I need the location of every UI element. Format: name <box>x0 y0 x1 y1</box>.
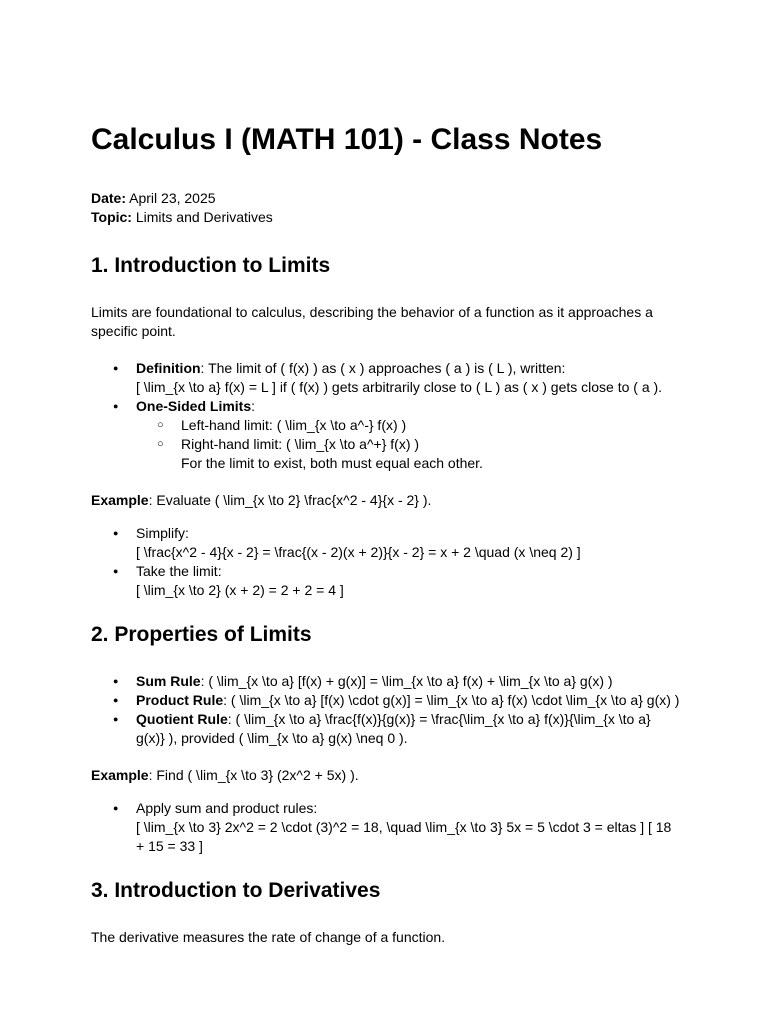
list-item-apply-rules <box>91 799 681 856</box>
quotient-rule-label: Quotient Rule <box>136 711 228 727</box>
list-item-left-limit: ○ Left-hand limit: ( \lim_{x \to a^-} f(x) ) <box>136 416 681 435</box>
date-line <box>91 189 681 208</box>
properties-example-steps <box>91 799 681 856</box>
list-item-product-rule <box>91 691 681 710</box>
sum-rule-label: Sum Rule <box>136 673 201 689</box>
list-item-sum-rule <box>91 672 681 691</box>
definition-label: Definition <box>136 360 201 376</box>
list-item-simplify <box>91 524 681 562</box>
topic-line <box>91 208 681 227</box>
topic-label: Topic: <box>91 209 132 225</box>
section-heading-derivatives: 3. Introduction to Derivatives <box>91 879 381 902</box>
section-intro-limits: Limits are foundational to calculus, describing the behavior of a function as it approaches a specific point. <box>91 304 653 339</box>
document-content <box>91 121 681 947</box>
list-item-one-sided <box>91 397 681 473</box>
example-text: : Evaluate ( \lim_{x \to 2} \frac{x^2 - 4}{x - 2} ). <box>148 492 432 508</box>
example-label: Example <box>91 492 149 508</box>
example-text: : Find ( \lim_{x \to 3} (2x^2 + 5x) ). <box>148 767 359 783</box>
section-heading-limits: 1. Introduction to Limits <box>91 254 331 277</box>
definition-formula: [ \lim_{x \to a} f(x) = L ] if ( f(x) ) gets arbitrarily close to ( L ) as ( x ) gets close to ( a ). <box>136 379 663 395</box>
list-item-definition <box>91 359 681 397</box>
one-sided-colon: : <box>251 398 256 414</box>
definition-text: : The limit of ( f(x) ) as ( x ) approaches ( a ) is ( L ), written: <box>200 360 566 376</box>
apply-rules-formula: [ \lim_{x \to 3} 2x^2 = 2 \cdot (3)^2 = 18, \quad \lim_{x \to 3} 5x = 5 \cdot 3 = eltas ] [ 18 + 15 = 33 ] <box>136 819 672 854</box>
take-limit-formula: [ \lim_{x \to 2} (x + 2) = 2 + 2 = 4 ] <box>136 582 344 598</box>
list-item-quotient-rule <box>91 710 681 748</box>
page-title: Calculus I (MATH 101) - Class Notes <box>91 123 603 156</box>
meta-block <box>91 189 681 227</box>
list-item-right-limit <box>136 435 681 473</box>
date-value: April 23, 2025 <box>129 190 216 206</box>
limit-exist-note: For the limit to exist, both must equal each other. <box>181 455 483 471</box>
example-properties <box>91 766 681 785</box>
sum-rule-text: : ( \lim_{x \to a} [f(x) + g(x)] = \lim_{x \to a} f(x) + \lim_{x \to a} g(x) ) <box>200 673 613 689</box>
one-sided-label: One-Sided Limits <box>136 398 252 414</box>
section-heading-properties: 2. Properties of Limits <box>91 623 312 646</box>
list-item-take-limit <box>91 562 681 600</box>
simplify-text: Simplify: <box>136 525 189 541</box>
topic-value: Limits and Derivatives <box>135 209 273 225</box>
section-intro-derivatives: The derivative measures the rate of change of a function. <box>91 929 446 945</box>
date-label: Date: <box>91 190 127 206</box>
take-limit-text: Take the limit: <box>136 563 222 579</box>
properties-list <box>91 672 681 748</box>
simplify-formula: [ \frac{x^2 - 4}{x - 2} = \frac{(x - 2)(x + 2)}{x - 2} = x + 2 \quad (x \neq 2) ] <box>136 544 581 560</box>
product-rule-label: Product Rule <box>136 692 224 708</box>
example-limits <box>91 491 681 510</box>
apply-rules-text: Apply sum and product rules: <box>136 800 318 816</box>
limits-list <box>91 359 681 473</box>
quotient-rule-text: : ( \lim_{x \to a} \frac{f(x)}{g(x)} = \frac{\lim_{x \to a} f(x)}{\lim_{x \to a} g(x)} ), provided ( \lim_{x \to a} g(x) \neq 0 ). <box>136 711 651 746</box>
product-rule-text: : ( \lim_{x \to a} [f(x) \cdot g(x)] = \lim_{x \to a} f(x) \cdot \lim_{x \to a} g(x) ) <box>223 692 680 708</box>
example-steps-list <box>91 524 681 600</box>
one-sided-sublist <box>136 416 681 473</box>
right-limit-text: Right-hand limit: ( \lim_{x \to a^+} f(x) ) <box>181 436 420 452</box>
example-label: Example <box>91 767 149 783</box>
